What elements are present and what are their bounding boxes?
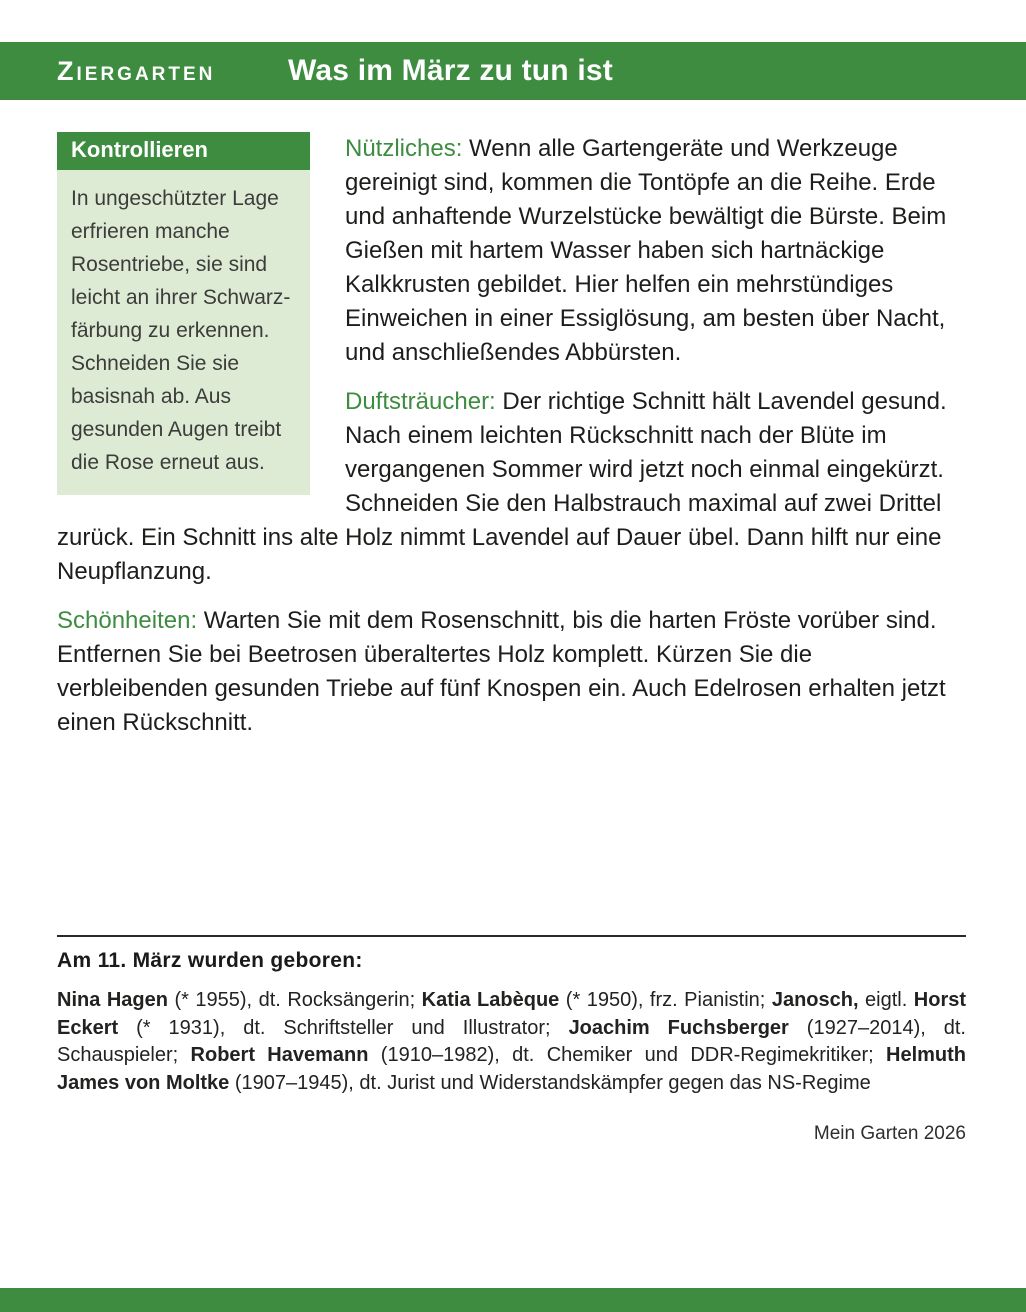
- birthday-name: Katia Labèque: [421, 989, 560, 1011]
- birthday-detail: (1907–1945), dt. Jurist und Widerstandskämpfer gegen das NS-Regime: [229, 1071, 871, 1094]
- info-box: [57, 132, 310, 495]
- birthday-detail: (1927–2014), dt. Schauspieler;: [57, 1016, 966, 1066]
- birthday-name: Janosch,: [771, 989, 859, 1011]
- paragraph-lead: Schönheiten:: [57, 607, 198, 634]
- birthday-name: Horst Eckert: [57, 989, 967, 1039]
- birthday-name: Helmuth James von Moltke: [57, 1044, 966, 1094]
- birthdays-paragraph: [57, 987, 966, 1097]
- paragraph-text: Warten Sie mit dem Rosenschnitt, bis die harten Fröste vorüber sind. Entfernen Sie bei Beetrosen überaltertes Holz komplett. Kürzen Sie die verbleibenden gesunden Triebe auf fünf Knospen ein. Auch Edelrosen erhalten jetzt einen Rückschnitt.: [57, 607, 946, 736]
- info-box-text: In ungeschützter Lage erfrieren manche Rosentriebe, sie sind leicht an ihrer Schwarzfärbung zu erkennen. Schneiden Sie sie basisnah ab. Aus gesunden Augen treibt die Rose erneut aus.: [57, 170, 310, 495]
- article-paragraph-schoenheiten: [57, 604, 966, 740]
- page-title: Was im März zu tun ist: [288, 54, 613, 87]
- birthday-name: Joachim Fuchsberger: [568, 1016, 789, 1039]
- info-box-title: Kontrollieren: [57, 132, 310, 170]
- main-content: [57, 132, 966, 755]
- birthday-detail: eigtl.: [858, 989, 914, 1011]
- paragraph-text: Der richtige Schnitt hält Lavendel gesund. Nach einem leichten Rückschnitt nach der Blüte im vergangenen Sommer wird jetzt noch einmal eingekürzt. Schneiden Sie den Halbstrauch maximal auf zwei Drittel zurück. Ein Schnitt ins alte Holz nimmt Lavendel auf Dauer übel. Dann hilft nur eine Neupflanzung.: [57, 388, 947, 585]
- birthday-name: Robert Havemann: [190, 1044, 369, 1066]
- birthday-detail: (* 1950), frz. Pianistin;: [559, 989, 772, 1011]
- bottom-bar: [0, 1288, 1026, 1312]
- separator-rule: [57, 935, 966, 937]
- paragraph-lead: Duftsträucher:: [345, 388, 496, 415]
- top-bar: [0, 42, 1026, 100]
- paragraph-text: Wenn alle Gartengeräte und Werkzeuge gereinigt sind, kommen die Tontöpfe an die Reihe. Erde und anhaftende Wurzelstücke bewältigt die Bürste. Beim Gießen mit hartem Wasser haben sich hartnäckige Kalkkrusten gebildet. Hier helfen ein mehrstündiges Einweichen in einer Essiglösung, am besten über Nacht, und anschließendes Abbürsten.: [345, 135, 947, 366]
- paragraph-lead: Nützliches:: [345, 135, 463, 162]
- birthday-detail: (* 1955), dt. Rocksängerin;: [167, 989, 422, 1011]
- birthday-detail: (1910–1982), dt. Chemiker und DDR-Regimekritiker;: [368, 1044, 886, 1066]
- birthday-detail: (* 1931), dt. Schriftsteller und Illustrator;: [118, 1016, 569, 1039]
- birthday-name: Nina Hagen: [57, 989, 168, 1011]
- brand-label: Ziergarten: [57, 55, 216, 86]
- birthdays-heading: Am 11. März wurden geboren:: [57, 949, 363, 972]
- credit-line: Mein Garten 2026: [813, 1123, 966, 1144]
- birthdays-section: [57, 935, 966, 1145]
